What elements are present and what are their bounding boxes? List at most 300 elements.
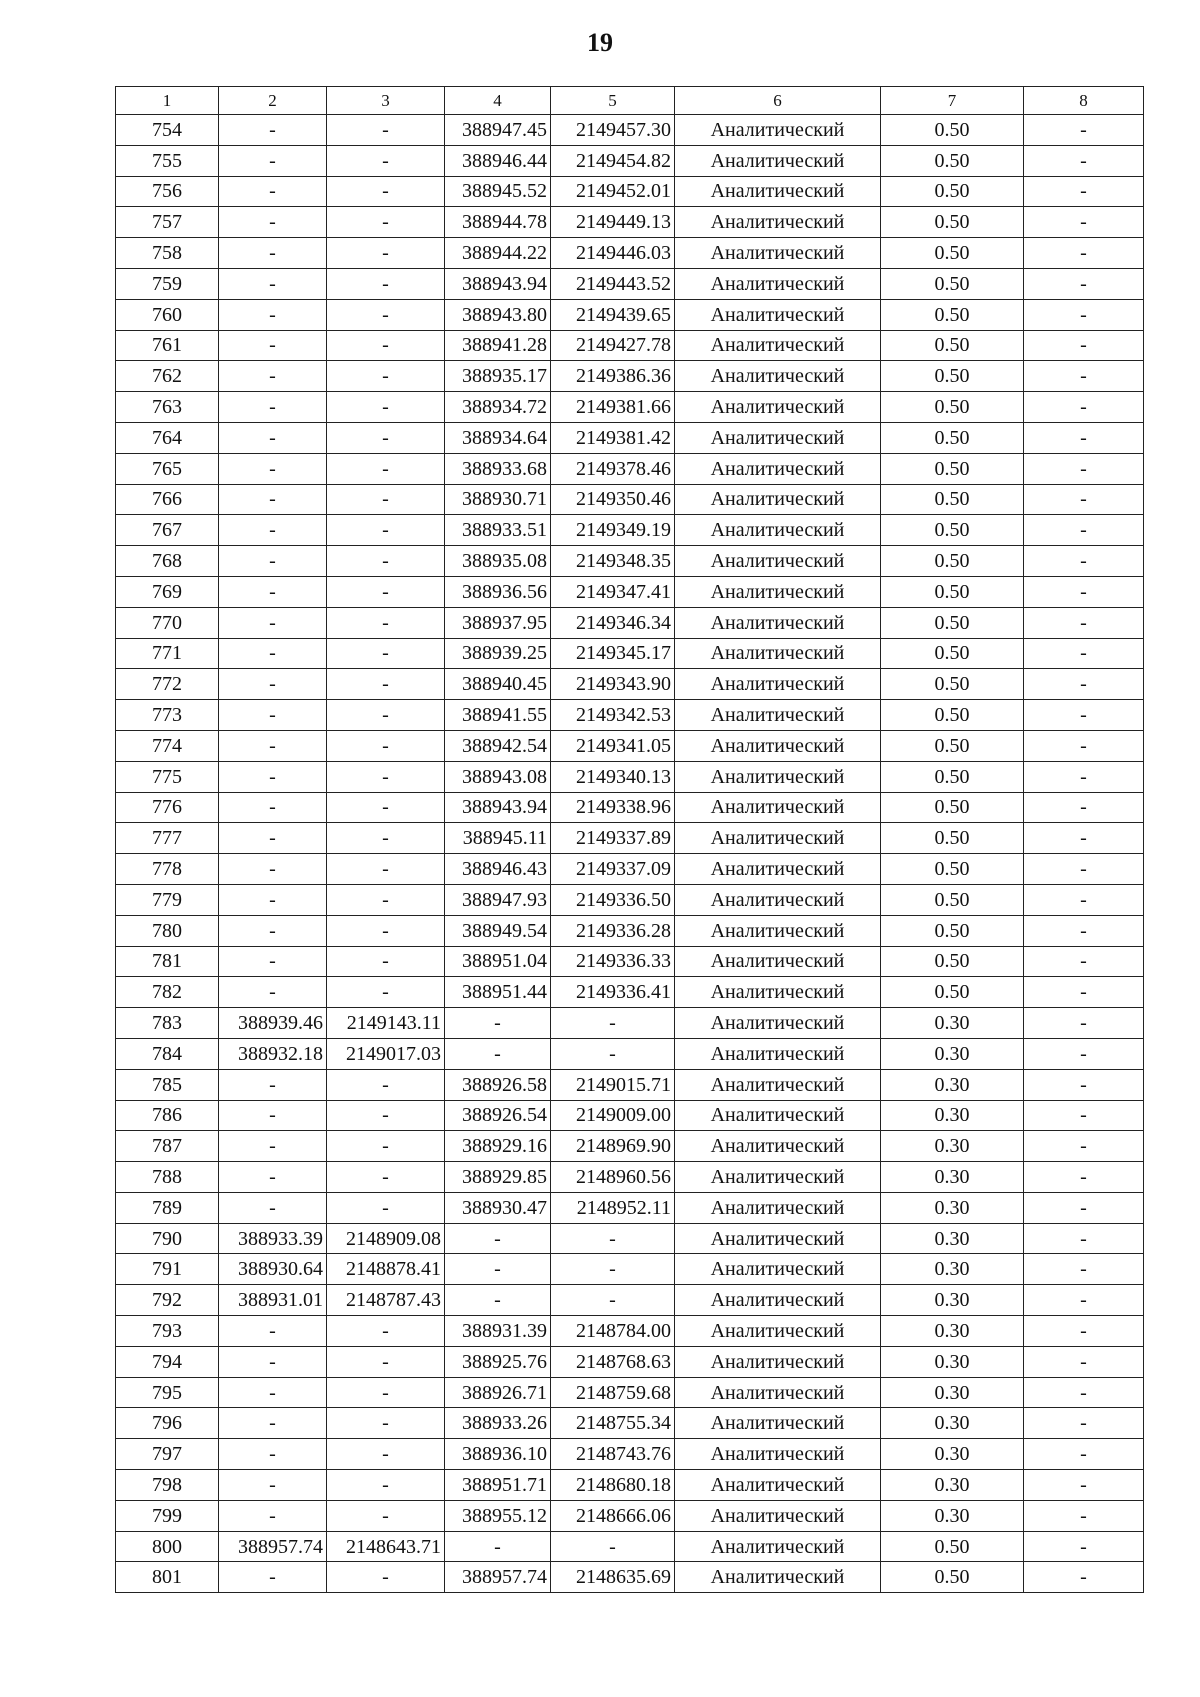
table-row (116, 576, 1144, 607)
table-row (116, 1531, 1144, 1562)
table-cell-col-3: - (327, 1162, 445, 1193)
table-cell-col-1: 801 (116, 1562, 219, 1593)
table-cell-col-2: - (219, 1500, 327, 1531)
table-cell-col-1: 781 (116, 946, 219, 977)
table-cell-col-8: - (1024, 392, 1144, 423)
table-cell-col-3: - (327, 1131, 445, 1162)
table-row (116, 1346, 1144, 1377)
table-cell-col-2: 388931.01 (219, 1285, 327, 1316)
table-cell-col-2: - (219, 1162, 327, 1193)
table-cell-col-6: Аналитический (675, 238, 881, 269)
table-cell-col-6: Аналитический (675, 453, 881, 484)
table-cell-col-8: - (1024, 1254, 1144, 1285)
table-cell-col-1: 773 (116, 700, 219, 731)
table-cell-col-7: 0.50 (881, 546, 1024, 577)
table-cell-col-7: 0.30 (881, 1192, 1024, 1223)
table-cell-col-6: Аналитический (675, 145, 881, 176)
table-row (116, 977, 1144, 1008)
table-cell-col-3: - (327, 515, 445, 546)
table-cell-col-5: 2149346.34 (551, 607, 675, 638)
table-cell-col-6: Аналитический (675, 823, 881, 854)
table-cell-col-1: 782 (116, 977, 219, 1008)
table-cell-col-2: - (219, 730, 327, 761)
table-row (116, 361, 1144, 392)
table-cell-col-6: Аналитический (675, 1470, 881, 1501)
table-cell-col-8: - (1024, 730, 1144, 761)
table-cell-col-5: 2149336.41 (551, 977, 675, 1008)
table-cell-col-6: Аналитический (675, 546, 881, 577)
table-cell-col-4: 388944.22 (445, 238, 551, 269)
table-row (116, 1439, 1144, 1470)
table-cell-col-4: 388933.26 (445, 1408, 551, 1439)
table-cell-col-6: Аналитический (675, 330, 881, 361)
table-cell-col-8: - (1024, 1162, 1144, 1193)
column-header-8: 8 (1024, 87, 1144, 115)
table-cell-col-8: - (1024, 915, 1144, 946)
table-cell-col-8: - (1024, 1408, 1144, 1439)
table-cell-col-5: 2149338.96 (551, 792, 675, 823)
table-cell-col-4: 388925.76 (445, 1346, 551, 1377)
table-cell-col-1: 774 (116, 730, 219, 761)
table-cell-col-7: 0.30 (881, 1346, 1024, 1377)
table-cell-col-2: - (219, 176, 327, 207)
table-cell-col-8: - (1024, 515, 1144, 546)
table-cell-col-1: 776 (116, 792, 219, 823)
table-cell-col-5: 2149337.09 (551, 854, 675, 885)
table-cell-col-5: 2149348.35 (551, 546, 675, 577)
table-cell-col-1: 754 (116, 115, 219, 146)
table-row (116, 1377, 1144, 1408)
table-cell-col-7: 0.30 (881, 1038, 1024, 1069)
column-header-7: 7 (881, 87, 1024, 115)
table-cell-col-2: 388932.18 (219, 1038, 327, 1069)
table-cell-col-8: - (1024, 1192, 1144, 1223)
table-cell-col-2: - (219, 669, 327, 700)
table-cell-col-2: - (219, 884, 327, 915)
table-cell-col-3: - (327, 1377, 445, 1408)
table-cell-col-1: 780 (116, 915, 219, 946)
table-cell-col-7: 0.30 (881, 1408, 1024, 1439)
table-cell-col-5: 2149342.53 (551, 700, 675, 731)
table-cell-col-4: 388930.71 (445, 484, 551, 515)
table-cell-col-4: 388933.51 (445, 515, 551, 546)
table-cell-col-2: - (219, 638, 327, 669)
table-cell-col-8: - (1024, 1531, 1144, 1562)
table-row (116, 392, 1144, 423)
table-row (116, 730, 1144, 761)
table-cell-col-3: - (327, 823, 445, 854)
table-cell-col-3: - (327, 176, 445, 207)
table-cell-col-3: - (327, 145, 445, 176)
table-cell-col-8: - (1024, 1346, 1144, 1377)
table-cell-col-5: 2149378.46 (551, 453, 675, 484)
table-cell-col-6: Аналитический (675, 484, 881, 515)
table-cell-col-1: 800 (116, 1531, 219, 1562)
table-cell-col-6: Аналитический (675, 361, 881, 392)
table-cell-col-3: - (327, 546, 445, 577)
table-cell-col-2: - (219, 1346, 327, 1377)
table-cell-col-8: - (1024, 669, 1144, 700)
table-cell-col-6: Аналитический (675, 1439, 881, 1470)
table-cell-col-6: Аналитический (675, 1162, 881, 1193)
table-cell-col-3: - (327, 1408, 445, 1439)
table-row (116, 884, 1144, 915)
table-row (116, 1069, 1144, 1100)
table-cell-col-5: 2148969.90 (551, 1131, 675, 1162)
table-cell-col-8: - (1024, 1500, 1144, 1531)
table-cell-col-4: 388946.43 (445, 854, 551, 885)
table-cell-col-8: - (1024, 299, 1144, 330)
table-cell-col-2: - (219, 1316, 327, 1347)
table-row (116, 115, 1144, 146)
table-cell-col-7: 0.30 (881, 1470, 1024, 1501)
table-cell-col-1: 767 (116, 515, 219, 546)
table-cell-col-6: Аналитический (675, 1069, 881, 1100)
table-cell-col-7: 0.50 (881, 1562, 1024, 1593)
table-cell-col-5: 2149381.42 (551, 422, 675, 453)
table-cell-col-3: 2148878.41 (327, 1254, 445, 1285)
table-cell-col-4: 388944.78 (445, 207, 551, 238)
table-cell-col-3: 2149017.03 (327, 1038, 445, 1069)
table-cell-col-2: - (219, 977, 327, 1008)
table-cell-col-1: 757 (116, 207, 219, 238)
table-cell-col-6: Аналитический (675, 1346, 881, 1377)
table-row (116, 854, 1144, 885)
table-cell-col-2: - (219, 145, 327, 176)
table-cell-col-3: - (327, 946, 445, 977)
table-cell-col-4: 388943.08 (445, 761, 551, 792)
table-row (116, 1500, 1144, 1531)
table-cell-col-3: - (327, 361, 445, 392)
table-cell-col-1: 783 (116, 1008, 219, 1039)
table-cell-col-7: 0.30 (881, 1162, 1024, 1193)
table-cell-col-4: 388929.85 (445, 1162, 551, 1193)
table-cell-col-4: 388939.25 (445, 638, 551, 669)
table-cell-col-6: Аналитический (675, 1008, 881, 1039)
table-cell-col-6: Аналитический (675, 915, 881, 946)
table-cell-col-4: 388936.56 (445, 576, 551, 607)
table-cell-col-5: 2149343.90 (551, 669, 675, 700)
table-cell-col-5: 2149345.17 (551, 638, 675, 669)
table-cell-col-8: - (1024, 546, 1144, 577)
table-cell-col-8: - (1024, 792, 1144, 823)
table-cell-col-7: 0.50 (881, 299, 1024, 330)
table-cell-col-8: - (1024, 1069, 1144, 1100)
table-cell-col-6: Аналитический (675, 1316, 881, 1347)
table-cell-col-8: - (1024, 1131, 1144, 1162)
table-cell-col-4: 388943.94 (445, 268, 551, 299)
table-cell-col-1: 787 (116, 1131, 219, 1162)
table-cell-col-6: Аналитический (675, 792, 881, 823)
table-cell-col-3: - (327, 330, 445, 361)
table-cell-col-3: - (327, 1069, 445, 1100)
table-cell-col-7: 0.50 (881, 115, 1024, 146)
table-cell-col-7: 0.50 (881, 823, 1024, 854)
table-row (116, 607, 1144, 638)
table-cell-col-8: - (1024, 700, 1144, 731)
table-cell-col-3: - (327, 484, 445, 515)
table-cell-col-6: Аналитический (675, 576, 881, 607)
table-cell-col-6: Аналитический (675, 1254, 881, 1285)
table-cell-col-4: 388947.93 (445, 884, 551, 915)
table-row (116, 1162, 1144, 1193)
table-cell-col-4: 388943.94 (445, 792, 551, 823)
table-cell-col-8: - (1024, 1316, 1144, 1347)
table-row (116, 268, 1144, 299)
table-cell-col-7: 0.50 (881, 700, 1024, 731)
table-cell-col-4: 388926.58 (445, 1069, 551, 1100)
table-cell-col-4: - (445, 1223, 551, 1254)
table-cell-col-8: - (1024, 1439, 1144, 1470)
table-cell-col-7: 0.50 (881, 392, 1024, 423)
table-cell-col-4: 388940.45 (445, 669, 551, 700)
table-cell-col-5: 2149341.05 (551, 730, 675, 761)
table-cell-col-4: 388957.74 (445, 1562, 551, 1593)
table-cell-col-8: - (1024, 761, 1144, 792)
table-cell-col-5: 2149347.41 (551, 576, 675, 607)
table-cell-col-7: 0.50 (881, 361, 1024, 392)
table-cell-col-8: - (1024, 330, 1144, 361)
table-row (116, 761, 1144, 792)
table-cell-col-2: - (219, 1408, 327, 1439)
table-cell-col-7: 0.50 (881, 453, 1024, 484)
table-cell-col-4: 388934.72 (445, 392, 551, 423)
table-cell-col-2: - (219, 700, 327, 731)
table-cell-col-4: - (445, 1285, 551, 1316)
table-header-row (116, 87, 1144, 115)
table-cell-col-4: 388936.10 (445, 1439, 551, 1470)
table-cell-col-5: 2149439.65 (551, 299, 675, 330)
table-cell-col-2: - (219, 546, 327, 577)
table-cell-col-4: 388951.04 (445, 946, 551, 977)
table-cell-col-8: - (1024, 238, 1144, 269)
table-cell-col-4: 388955.12 (445, 1500, 551, 1531)
table-cell-col-6: Аналитический (675, 515, 881, 546)
table-cell-col-5: - (551, 1038, 675, 1069)
table-cell-col-1: 756 (116, 176, 219, 207)
table-row (116, 1408, 1144, 1439)
table-cell-col-8: - (1024, 1470, 1144, 1501)
table-cell-col-1: 759 (116, 268, 219, 299)
table-cell-col-1: 761 (116, 330, 219, 361)
table-cell-col-1: 755 (116, 145, 219, 176)
table-cell-col-3: - (327, 1470, 445, 1501)
table-cell-col-3: - (327, 1346, 445, 1377)
coordinates-table (115, 86, 1144, 1593)
table-cell-col-5: 2148666.06 (551, 1500, 675, 1531)
table-cell-col-1: 763 (116, 392, 219, 423)
table-cell-col-1: 788 (116, 1162, 219, 1193)
table-cell-col-7: 0.50 (881, 946, 1024, 977)
table-cell-col-2: 388957.74 (219, 1531, 327, 1562)
table-cell-col-1: 772 (116, 669, 219, 700)
table-cell-col-2: - (219, 361, 327, 392)
table-row (116, 238, 1144, 269)
table-cell-col-4: 388941.55 (445, 700, 551, 731)
table-cell-col-1: 792 (116, 1285, 219, 1316)
table-cell-col-6: Аналитический (675, 946, 881, 977)
table-cell-col-2: - (219, 268, 327, 299)
table-cell-col-4: 388945.52 (445, 176, 551, 207)
table-cell-col-2: 388939.46 (219, 1008, 327, 1039)
table-cell-col-3: - (327, 607, 445, 638)
table-cell-col-7: 0.30 (881, 1008, 1024, 1039)
table-cell-col-4: 388926.71 (445, 1377, 551, 1408)
table-cell-col-7: 0.50 (881, 854, 1024, 885)
table-cell-col-7: 0.50 (881, 268, 1024, 299)
table-cell-col-8: - (1024, 638, 1144, 669)
table-row (116, 915, 1144, 946)
table-cell-col-6: Аналитический (675, 115, 881, 146)
table-cell-col-3: - (327, 392, 445, 423)
table-cell-col-2: - (219, 515, 327, 546)
table-cell-col-5: 2149336.28 (551, 915, 675, 946)
table-cell-col-6: Аналитический (675, 884, 881, 915)
table-cell-col-1: 789 (116, 1192, 219, 1223)
table-row (116, 299, 1144, 330)
table-cell-col-6: Аналитический (675, 176, 881, 207)
table-cell-col-2: 388933.39 (219, 1223, 327, 1254)
table-cell-col-8: - (1024, 176, 1144, 207)
table-row (116, 330, 1144, 361)
table-row (116, 1254, 1144, 1285)
table-row (116, 1470, 1144, 1501)
table-cell-col-7: 0.30 (881, 1100, 1024, 1131)
table-cell-col-3: - (327, 299, 445, 330)
table-row (116, 946, 1144, 977)
table-row (116, 515, 1144, 546)
table-cell-col-2: - (219, 1439, 327, 1470)
table-cell-col-5: 2149427.78 (551, 330, 675, 361)
table-cell-col-3: - (327, 1100, 445, 1131)
table-cell-col-2: - (219, 823, 327, 854)
table-cell-col-5: 2148755.34 (551, 1408, 675, 1439)
table-row (116, 669, 1144, 700)
table-cell-col-7: 0.50 (881, 607, 1024, 638)
table-cell-col-5: 2148743.76 (551, 1439, 675, 1470)
table-cell-col-7: 0.50 (881, 1531, 1024, 1562)
table-cell-col-7: 0.50 (881, 638, 1024, 669)
table-cell-col-8: - (1024, 977, 1144, 1008)
table-cell-col-4: 388933.68 (445, 453, 551, 484)
table-cell-col-7: 0.30 (881, 1254, 1024, 1285)
table-cell-col-6: Аналитический (675, 1131, 881, 1162)
table-cell-col-5: 2149349.19 (551, 515, 675, 546)
table-cell-col-4: - (445, 1531, 551, 1562)
table-cell-col-8: - (1024, 607, 1144, 638)
table-cell-col-3: 2148643.71 (327, 1531, 445, 1562)
table-row (116, 453, 1144, 484)
column-header-1: 1 (116, 87, 219, 115)
table-row (116, 792, 1144, 823)
table-cell-col-1: 770 (116, 607, 219, 638)
table-cell-col-1: 795 (116, 1377, 219, 1408)
table-row (116, 1100, 1144, 1131)
table-cell-col-6: Аналитический (675, 1531, 881, 1562)
table-cell-col-7: 0.50 (881, 176, 1024, 207)
table-cell-col-7: 0.30 (881, 1069, 1024, 1100)
table-cell-col-3: - (327, 238, 445, 269)
table-cell-col-2: - (219, 453, 327, 484)
table-cell-col-1: 764 (116, 422, 219, 453)
table-cell-col-3: - (327, 576, 445, 607)
table-cell-col-1: 779 (116, 884, 219, 915)
table-row (116, 823, 1144, 854)
table-row (116, 700, 1144, 731)
table-cell-col-2: - (219, 915, 327, 946)
table-cell-col-3: - (327, 669, 445, 700)
table-cell-col-8: - (1024, 145, 1144, 176)
table-row (116, 1562, 1144, 1593)
table-cell-col-2: - (219, 1131, 327, 1162)
table-row (116, 1038, 1144, 1069)
table-row (116, 1285, 1144, 1316)
table-cell-col-6: Аналитический (675, 207, 881, 238)
table-cell-col-3: - (327, 1562, 445, 1593)
table-cell-col-3: - (327, 761, 445, 792)
table-cell-col-8: - (1024, 946, 1144, 977)
table-cell-col-7: 0.30 (881, 1316, 1024, 1347)
table-cell-col-1: 775 (116, 761, 219, 792)
table-cell-col-3: - (327, 1439, 445, 1470)
table-cell-col-6: Аналитический (675, 854, 881, 885)
column-header-2: 2 (219, 87, 327, 115)
table-row (116, 638, 1144, 669)
table-cell-col-6: Аналитический (675, 1038, 881, 1069)
table-cell-col-5: - (551, 1254, 675, 1285)
table-cell-col-4: 388931.39 (445, 1316, 551, 1347)
table-cell-col-5: 2149340.13 (551, 761, 675, 792)
table-cell-col-2: 388930.64 (219, 1254, 327, 1285)
table-cell-col-4: 388929.16 (445, 1131, 551, 1162)
table-cell-col-6: Аналитический (675, 1500, 881, 1531)
table-cell-col-4: - (445, 1254, 551, 1285)
table-cell-col-3: 2148787.43 (327, 1285, 445, 1316)
table-cell-col-5: 2148768.63 (551, 1346, 675, 1377)
table-row (116, 145, 1144, 176)
table-cell-col-7: 0.30 (881, 1131, 1024, 1162)
table-cell-col-8: - (1024, 1008, 1144, 1039)
table-cell-col-4: 388935.08 (445, 546, 551, 577)
table-cell-col-2: - (219, 299, 327, 330)
table-cell-col-4: - (445, 1008, 551, 1039)
table-cell-col-3: - (327, 453, 445, 484)
table-cell-col-3: - (327, 638, 445, 669)
table-cell-col-1: 771 (116, 638, 219, 669)
table-cell-col-8: - (1024, 422, 1144, 453)
table-cell-col-3: - (327, 422, 445, 453)
table-cell-col-1: 791 (116, 1254, 219, 1285)
table-cell-col-4: 388926.54 (445, 1100, 551, 1131)
table-cell-col-5: 2149449.13 (551, 207, 675, 238)
table-cell-col-4: 388946.44 (445, 145, 551, 176)
table-row (116, 176, 1144, 207)
table-cell-col-5: 2149386.36 (551, 361, 675, 392)
table-cell-col-8: - (1024, 1038, 1144, 1069)
table-cell-col-6: Аналитический (675, 299, 881, 330)
table-cell-col-8: - (1024, 1223, 1144, 1254)
table-cell-col-3: 2149143.11 (327, 1008, 445, 1039)
table-cell-col-5: 2148759.68 (551, 1377, 675, 1408)
table-cell-col-5: 2149457.30 (551, 115, 675, 146)
table-cell-col-2: - (219, 330, 327, 361)
table-cell-col-5: 2149350.46 (551, 484, 675, 515)
table-cell-col-7: 0.50 (881, 915, 1024, 946)
table-cell-col-7: 0.30 (881, 1377, 1024, 1408)
table-cell-col-1: 777 (116, 823, 219, 854)
table-cell-col-6: Аналитический (675, 638, 881, 669)
table-cell-col-2: - (219, 422, 327, 453)
